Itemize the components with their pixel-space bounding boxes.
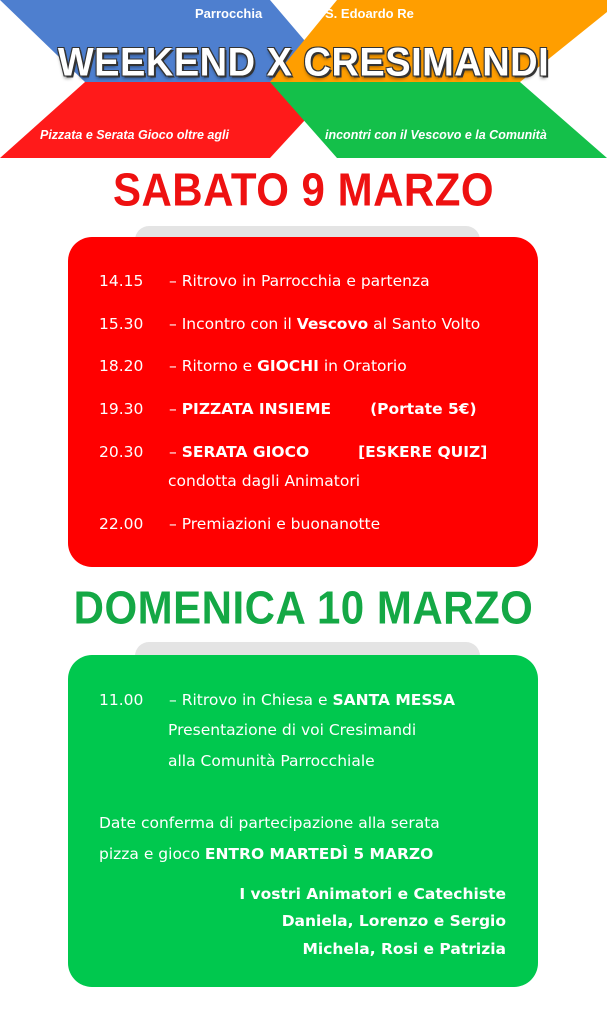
row-text: Incontro con il [181,315,297,333]
parish-name: S. Edoardo Re [325,6,414,21]
row-text: Ritorno e [181,357,258,375]
schedule-row [99,690,455,710]
row-time: 22.00 [99,515,144,533]
row-continuation: condotta dagli Animatori [168,472,361,490]
row-time: 14.15 [99,272,144,290]
sunday-schedule [68,655,538,987]
confirm-line [99,844,433,864]
schedule-row [99,271,430,291]
row-sep: – [169,691,177,709]
row-sep: – [169,357,177,375]
row-continuation: Presentazione di voi Cresimandi [168,721,417,739]
signature-line: Michela, Rosi e Patrizia [302,940,506,958]
confirm-text: pizza e gioco [99,845,205,863]
page-title: WEEKEND X CRESIMANDI [57,40,550,86]
row-text: in Oratorio [318,357,407,375]
row-highlight: SANTA MESSA [332,691,455,709]
row-sep: – [169,443,177,461]
row-text: Premiazioni e buonanotte [181,515,381,533]
row-time: 18.20 [99,357,144,375]
row-text: Ritrovo in Chiesa e [181,691,333,709]
row-sep: – [169,400,177,418]
schedule-row [99,442,487,462]
row-highlight: GIOCHI [257,357,319,375]
row-note: (Portate 5€) [370,400,477,418]
row-highlight: SERATA GIOCO [181,443,310,461]
confirm-line: Date conferma di partecipazione alla serata [99,814,440,832]
subtitle-right: incontri con il Vescovo e la Comunità [325,128,547,142]
saturday-title: SABATO 9 MARZO [112,163,495,216]
confirm-deadline: ENTRO MARTEDÌ 5 MARZO [204,845,434,863]
green-band [270,82,607,158]
row-time: 15.30 [99,315,144,333]
saturday-schedule [68,237,538,567]
row-text: Ritrovo in Parrocchia e partenza [181,272,430,290]
row-time: 19.30 [99,400,144,418]
row-time: 11.00 [99,691,144,709]
row-highlight: Vescovo [296,315,369,333]
header-banner [0,0,607,160]
parish-label: Parrocchia [195,6,263,21]
row-highlight: PIZZATA INSIEME [181,400,332,418]
row-time: 20.30 [99,443,144,461]
row-sep: – [169,515,177,533]
signature-line: Daniela, Lorenzo e Sergio [281,912,506,930]
row-sep: – [169,315,177,333]
row-sep: – [169,272,177,290]
row-continuation: alla Comunità Parrocchiale [168,752,375,770]
schedule-row [99,356,407,376]
schedule-row [99,399,477,419]
row-text: al Santo Volto [368,315,481,333]
row-note: [ESKERE QUIZ] [358,443,488,461]
schedule-row [99,514,380,534]
signature-line: I vostri Animatori e Catechiste [239,885,506,903]
schedule-row [99,314,480,334]
subtitle-left: Pizzata e Serata Gioco oltre agli [40,128,229,142]
sunday-title: DOMENICA 10 MARZO [73,581,534,634]
